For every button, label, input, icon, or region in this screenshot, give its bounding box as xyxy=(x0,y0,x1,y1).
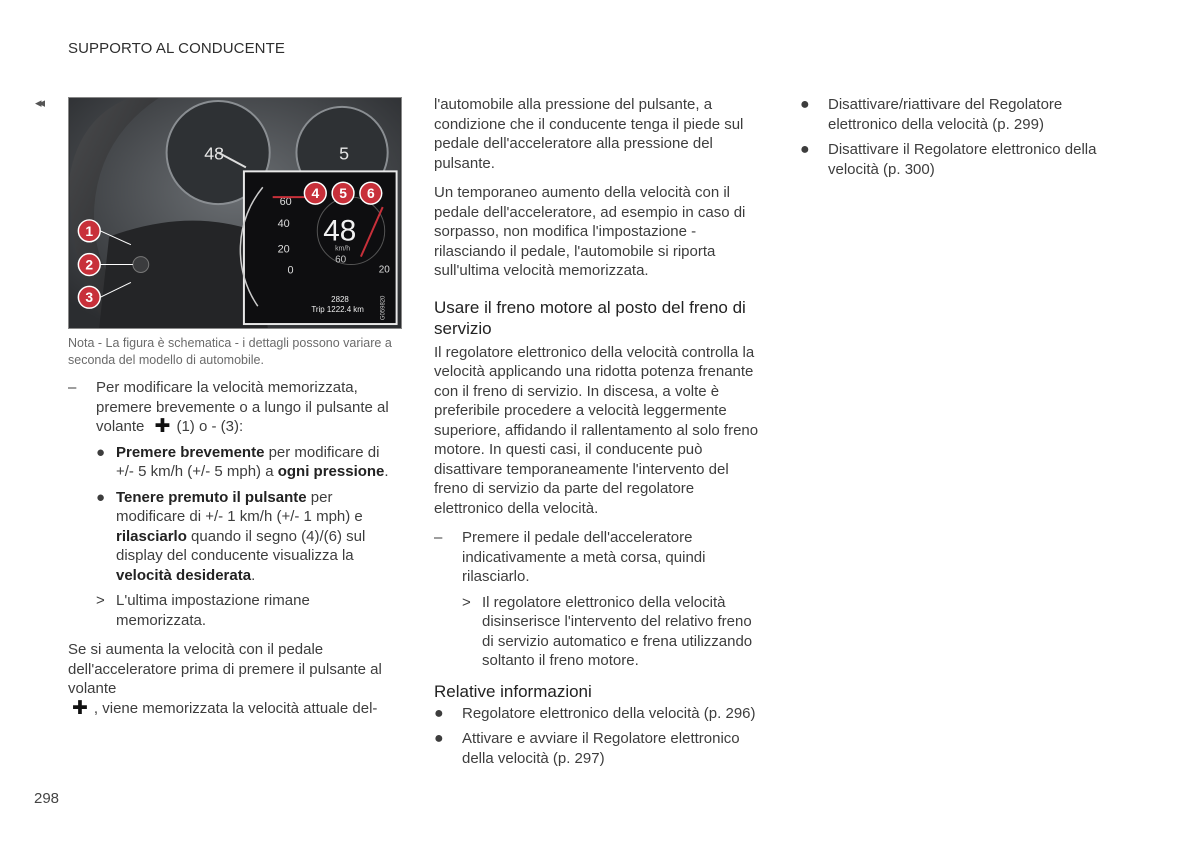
bullet-icon: ● xyxy=(800,141,810,158)
callout-4 xyxy=(304,182,326,204)
column-2 xyxy=(434,95,766,774)
related-link[interactable] xyxy=(434,704,766,724)
bullet-icon: ● xyxy=(800,96,810,113)
paragraph xyxy=(68,640,398,718)
svg-text:2: 2 xyxy=(85,256,94,273)
link-text[interactable]: Disattivare il Regolatore elettronico della velocità (p. 300) xyxy=(828,141,1097,178)
text: . xyxy=(251,566,256,584)
inset-unit: km/h xyxy=(335,245,351,253)
link-text[interactable]: Attivare e avviare il Regolatore elettronico della velocità (p. 297) xyxy=(462,730,740,767)
result-marker: > xyxy=(96,592,105,609)
link-text[interactable]: Regolatore elettronico della velocità (p. 296) xyxy=(462,704,756,722)
plus-button-icon: ✚ xyxy=(72,697,88,719)
bold-term: ogni pressione xyxy=(277,463,385,480)
figure-code: G059820 xyxy=(380,295,387,321)
gauge-left-value: 48 xyxy=(204,143,225,164)
text: per modificare di +/- 5 km/h (+/- 5 mph) a xyxy=(116,443,380,480)
svg-text:4: 4 xyxy=(311,185,320,202)
column-3 xyxy=(800,95,1130,185)
scale-60: 60 xyxy=(279,196,292,209)
bullet-icon: ● xyxy=(434,704,444,722)
dash-marker: – xyxy=(434,529,443,546)
bold-term: rilasciarlo xyxy=(116,527,187,545)
bullet-icon: ● xyxy=(96,443,106,461)
bold-term: Tenere premuto il pulsante xyxy=(116,488,307,506)
section-heading: Usare il freno motore al posto del freno di servizio xyxy=(434,297,746,338)
callout-6 xyxy=(360,182,382,204)
related-link[interactable] xyxy=(800,95,1130,134)
svg-text:5: 5 xyxy=(339,185,347,202)
callout-5 xyxy=(332,182,354,204)
scale-0: 0 xyxy=(287,264,294,277)
scale-40: 40 xyxy=(277,217,290,230)
paragraph: Un temporaneo aumento della velocità con il pedale dell'acceleratore, ad esempio in caso di sorpasso, non modifica l'impostazione - rilasciando il pedale, l'automobile si riporta sull'ultima velocità memorizzata. xyxy=(434,184,746,279)
column-1 xyxy=(68,97,398,728)
svg-text:6: 6 xyxy=(366,185,375,202)
option-long-press xyxy=(96,488,398,586)
running-header: SUPPORTO AL CONDUCENTE xyxy=(68,40,285,57)
svg-text:1: 1 xyxy=(85,222,94,239)
result-marker: > xyxy=(462,593,471,611)
related-link[interactable] xyxy=(800,140,1130,179)
result-note xyxy=(96,591,398,630)
plus-button-icon: ✚ xyxy=(154,416,171,437)
instruction-step xyxy=(434,528,766,587)
bold-term: velocità desiderata xyxy=(116,566,252,584)
paragraph-tail: , viene memorizzata la velocità attuale del- xyxy=(93,699,378,717)
scale-right: 20 xyxy=(378,264,390,276)
inset-speed: 48 xyxy=(323,214,357,248)
related-heading: Relative informazioni xyxy=(434,681,592,701)
gauge-right-value: 5 xyxy=(339,143,350,164)
dash-marker: – xyxy=(68,379,77,396)
result-note xyxy=(462,593,766,671)
scale-20: 20 xyxy=(277,243,290,256)
back-arrows-icon[interactable]: ◂◂ xyxy=(35,95,43,110)
odometer-trip: Trip 1222.4 km xyxy=(311,305,364,315)
option-short-press xyxy=(96,443,398,482)
text: per modificare di +/- 1 km/h (+/- 1 mph) e xyxy=(116,488,363,525)
figure-caption: Nota - La figura è schematica - i dettagli possono variare a seconda del modello di automobile. xyxy=(68,336,392,367)
cruise-control-figure xyxy=(68,97,402,329)
inset-set-speed: 60 xyxy=(335,254,347,266)
text: . xyxy=(384,463,389,480)
instruction-tail: (1) o - (3): xyxy=(176,418,244,435)
bullet-icon: ● xyxy=(96,488,106,506)
text: quando il segno (4)/(6) sul display del conducente visualizza la xyxy=(116,527,366,564)
link-text[interactable]: Disattivare/riattivare del Regolatore elettronico della velocità (p. 299) xyxy=(828,96,1063,133)
odometer-total: 2828 xyxy=(331,295,349,305)
bold-term: Premere brevemente xyxy=(116,443,265,461)
result-text: L'ultima impostazione rimane memorizzata. xyxy=(116,592,310,629)
instruction-text: Premere il pedale dell'acceleratore indicativamente a metà corsa, quindi rilasciarlo. xyxy=(462,529,706,585)
related-link[interactable] xyxy=(434,729,766,768)
instruction-step xyxy=(68,378,398,437)
page-number: 298 xyxy=(34,790,60,807)
svg-text:3: 3 xyxy=(85,289,94,306)
result-text: Il regolatore elettronico della velocità disinserisce l'intervento del relativo freno di servizio automatico e frena utilizzando soltanto il freno motore. xyxy=(482,593,753,669)
paragraph: Il regolatore elettronico della velocità controlla la velocità applicando una ridotta potenza frenante con il freno di servizio. In discesa, a volte è preferibile procedere a velocità leggermente superiore, affidando il rallentamento al solo freno motore. In questi casi, il conducente può disattivare temporaneamente l'intervento del freno di servizio da parte del regolatore elettronico della velocità. xyxy=(434,343,759,517)
paragraph: l'automobile alla pressione del pulsante, a condizione che il conducente tenga il piede sul pedale dell'acceleratore alla pressione del pulsante. xyxy=(434,96,744,172)
instruction-text: Per modificare la velocità memorizzata, premere brevemente o a lungo il pulsante al volante xyxy=(96,379,389,435)
paragraph-text: Se si aumenta la velocità con il pedale dell'acceleratore prima di premere il pulsante al volante xyxy=(68,641,382,697)
bullet-icon: ● xyxy=(434,730,444,747)
